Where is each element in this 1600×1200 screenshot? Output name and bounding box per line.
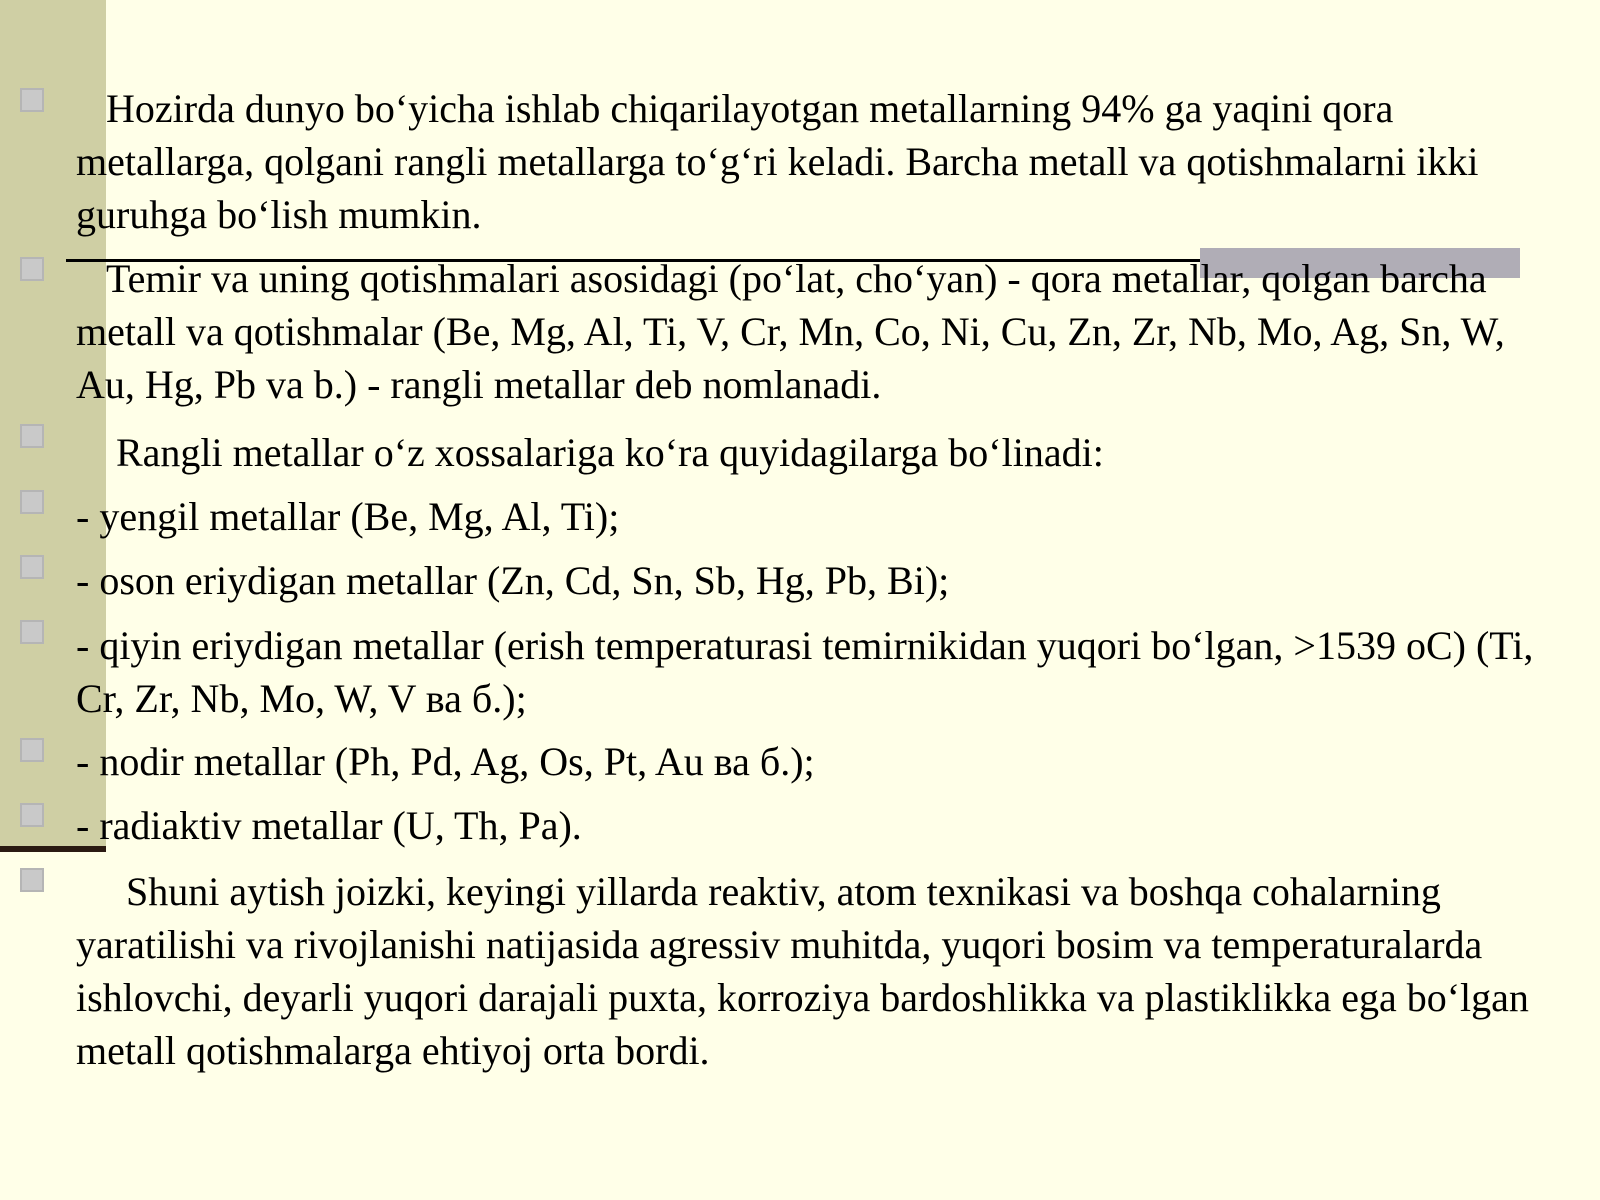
bullet-square-icon	[20, 738, 44, 762]
bullet-square-icon	[20, 424, 44, 448]
paragraph-classification-intro: Rangli metallar o‘z xossalariga ko‘ra quyidagilarga bo‘linadi:	[76, 430, 1104, 475]
bullet-square-icon	[20, 868, 44, 892]
list-item-fusible-metals: - oson eriydigan metallar (Zn, Cd, Sn, Sb, Hg, Pb, Bi);	[76, 558, 950, 603]
bullet-square-icon	[20, 88, 44, 112]
paragraph-conclusion: Shuni aytish joizki, keyingi yillarda reaktiv, atom texnikasi va boshqa cohalarning yaratilishi va rivojlanishi natijasida agressiv muhitda, yuqori bosim va temperaturalarda ishlovchi, deyarli yuqori darajali puxta, korroziya bardoshlikka va plastiklikka ega bo‘lgan metall qotishmalarga ehtiyoj orta bordi.	[76, 869, 1529, 1073]
list-item-radioactive-metals: - radiaktiv metallar (U, Th, Pa).	[76, 803, 582, 848]
list-item-light-metals: - yengil metallar (Be, Mg, Al, Ti);	[76, 494, 620, 539]
list-item-refractory-metals: - qiyin eriydigan metallar (erish temperaturasi temirnikidan yuqori bo‘lgan, >1539 oC) (Ti, Cr, Zr, Nb, Mo, W, V ва б.);	[76, 623, 1534, 721]
list-item-noble-metals: - nodir metallar (Ph, Pd, Ag, Os, Pt, Au ва б.);	[76, 739, 815, 784]
bullet-square-icon	[20, 257, 44, 281]
bullet-square-icon	[20, 803, 44, 827]
bullet-square-icon	[20, 620, 44, 644]
bullet-square-icon	[20, 490, 44, 514]
bullet-square-icon	[20, 555, 44, 579]
paragraph-intro: Hozirda dunyo bo‘yicha ishlab chiqarilayotgan metallarning 94% ga yaqini qora metallarga, qolgani rangli metallarga to‘g‘ri keladi. Barcha metall va qotishmalarni ikki guruhga bo‘lish mumkin.	[76, 86, 1479, 237]
paragraph-definition: Temir va uning qotishmalari asosidagi (po‘lat, cho‘yan) - qora metallar, qolgan barcha metall va qotishmalar (Be, Mg, Al, Ti, V, Cr, Mn, Co, Ni, Cu, Zn, Zr, Nb, Mo, Ag, Sn, W, Au, Hg, Pb va b.) - rangli metallar deb nomlanadi.	[76, 256, 1505, 407]
